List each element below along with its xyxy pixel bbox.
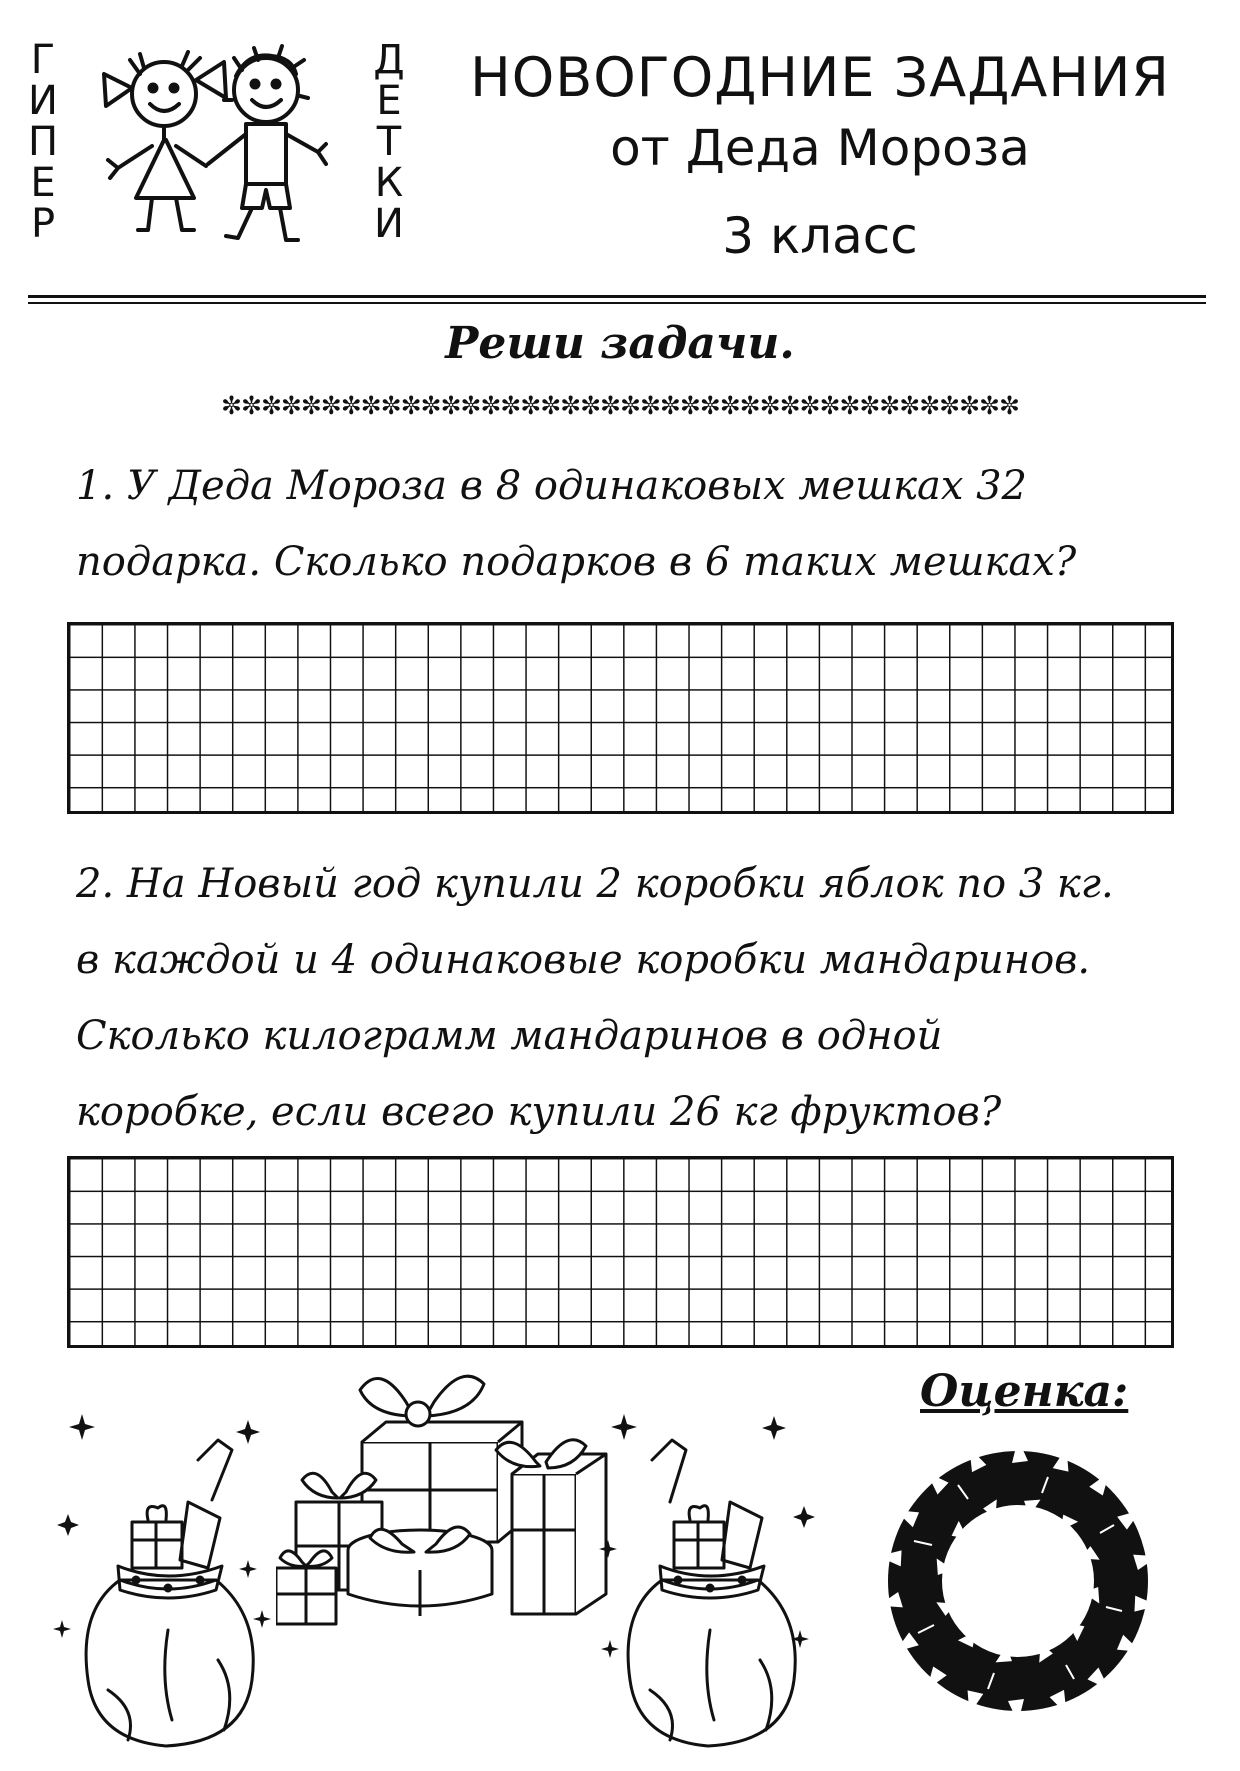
task-line: Сколько килограмм мандаринов в одной — [76, 1013, 943, 1059]
task-line: 1. У Деда Мороза в 8 одинаковых мешках 32 — [76, 463, 1027, 509]
header-divider-thin — [28, 302, 1206, 304]
gift-sack-icon — [590, 1390, 826, 1760]
task-line: в каждой и 4 одинаковые коробки мандаринов. — [76, 937, 1091, 983]
task-line: подарка. Сколько подарков в 6 таких мешках? — [76, 539, 1077, 585]
header-divider — [28, 295, 1206, 298]
page-title: НОВОГОДНИЕ ЗАДАНИЯ — [470, 46, 1170, 109]
answer-grid-task-1[interactable] — [67, 622, 1174, 814]
logo-letter: И — [374, 201, 404, 247]
page-subtitle: от Деда Мороза — [610, 119, 1030, 177]
wreath-icon — [872, 1436, 1164, 1726]
logo-letter: Т — [376, 119, 402, 165]
logo-letter: К — [374, 160, 404, 206]
logo-letter: Р — [30, 201, 56, 247]
section-heading: Реши задачи. — [445, 318, 795, 369]
task-line: коробке, если всего купили 26 кг фруктов? — [76, 1089, 1002, 1135]
gift-sack-icon — [48, 1390, 284, 1760]
logo-letter: Д — [373, 37, 405, 83]
kids-logo-icon — [82, 40, 374, 260]
logo-letter: П — [27, 119, 59, 165]
logo-side-text-left — [26, 37, 60, 247]
snowflake-divider: ✼✼✼✼✼✼✼✼✼✼✼✼✼✼✼✼✼✼✼✼✼✼✼✼✼✼✼✼✼✼✼✼✼✼✼✼✼✼✼✼ — [221, 391, 1019, 420]
task-1-text — [76, 448, 1216, 600]
answer-grid-task-2[interactable] — [67, 1156, 1174, 1348]
logo-letter: Е — [376, 78, 402, 124]
task-2-text — [76, 846, 1216, 1150]
logo-letter: Г — [30, 37, 56, 83]
gift-boxes-icon — [276, 1362, 616, 1632]
grade-level: 3 класс — [722, 207, 918, 265]
logo-letter: И — [28, 78, 58, 124]
task-line: 2. На Новый год купили 2 коробки яблок по 3 кг. — [76, 861, 1114, 907]
grade-label: Оценка: — [920, 1366, 1129, 1417]
logo-side-text-right — [372, 37, 406, 247]
logo-letter: Е — [30, 160, 56, 206]
